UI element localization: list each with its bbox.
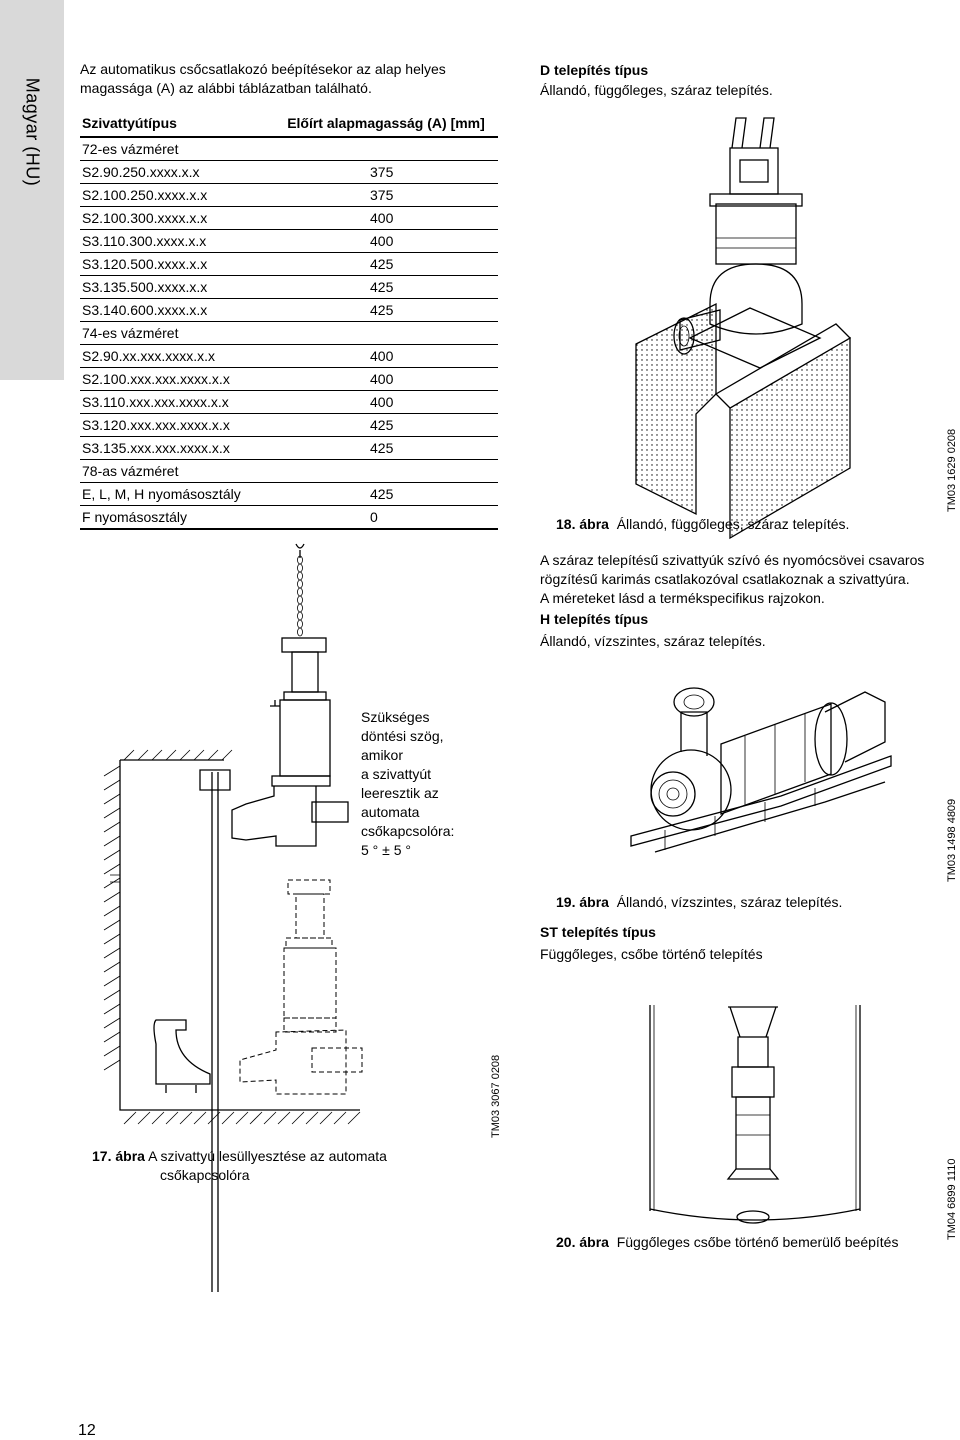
fig17-note-line: automata xyxy=(361,804,420,820)
table-row xyxy=(80,391,498,414)
section-d-title: D telepítés típus xyxy=(540,62,649,78)
fig20-drawing xyxy=(640,995,870,1235)
table-group-label: 78-as vázméret xyxy=(82,463,179,479)
table-cell-height: 425 xyxy=(370,417,394,433)
table-cell-height: 375 xyxy=(370,187,394,203)
fig19-caption xyxy=(556,894,842,910)
base-height-table xyxy=(80,110,498,530)
dry-install-paragraph xyxy=(540,551,950,608)
wall-hatch xyxy=(104,962,120,972)
wall-hatch xyxy=(104,990,120,1000)
wall-hatch xyxy=(104,780,120,790)
chain-link xyxy=(298,628,303,636)
wall-hatch xyxy=(180,750,190,760)
table-cell-type: E, L, M, H nyomásosztály xyxy=(82,486,241,502)
table-cell-height: 375 xyxy=(370,164,394,180)
wall-hatch xyxy=(104,808,120,818)
wall-hatch xyxy=(104,1060,120,1070)
section-st-description: Függőleges, csőbe történő telepítés xyxy=(540,946,763,962)
wall-hatch xyxy=(104,794,120,804)
table-group-label: 72-es vázméret xyxy=(82,141,179,157)
section-d-description: Állandó, függőleges, száraz telepítés. xyxy=(540,82,773,98)
fig17-note-line: a szivattyút xyxy=(361,766,432,782)
table-cell-type: S2.90.250.xxxx.x.x xyxy=(82,164,200,180)
table-cell-height: 425 xyxy=(370,486,394,502)
floor-hatch xyxy=(306,1112,318,1124)
table-row xyxy=(80,437,498,460)
wall-hatch xyxy=(104,850,120,860)
wall-hatch xyxy=(104,934,120,944)
chain-link xyxy=(298,612,303,620)
wall-hatch xyxy=(208,750,218,760)
table-cell-type: S2.100.xxx.xxx.xxxx.x.x xyxy=(82,371,230,387)
floor-hatch xyxy=(320,1112,332,1124)
table-row xyxy=(80,345,498,368)
chain-link xyxy=(298,604,303,612)
fig18-code: TM03 1629 0208 xyxy=(946,428,958,512)
floor-hatch xyxy=(292,1112,304,1124)
table-cell-type: S3.140.600.xxxx.x.x xyxy=(82,302,208,318)
fig17-note-line: 5 ° ± 5 ° xyxy=(361,842,412,858)
table-row xyxy=(80,253,498,276)
table-header-height: Előírt alapmagasság (A) [mm] xyxy=(287,115,485,131)
fig17-note-line: leeresztik az xyxy=(361,785,439,801)
table-group-row xyxy=(80,322,498,345)
section-h-title: H telepítés típus xyxy=(540,611,649,627)
wall-hatch xyxy=(152,750,162,760)
table-cell-height: 425 xyxy=(370,440,394,456)
table-cell-height: 425 xyxy=(370,302,394,318)
fig17-note-line: döntési szög, xyxy=(361,728,444,744)
table-group-row xyxy=(80,137,498,161)
table-cell-type: S3.120.500.xxxx.x.x xyxy=(82,256,208,272)
table-cell-height: 400 xyxy=(370,210,394,226)
wall-hatch xyxy=(104,864,120,874)
wall-hatch xyxy=(104,878,120,888)
wall-hatch xyxy=(104,1046,120,1056)
fig17-note-line: amikor xyxy=(361,747,404,763)
intro-paragraph: Az automatikus csőcsatlakozó beépítésekor az alap helyes magassága (A) az alábbi táblázatban található. xyxy=(80,61,446,96)
chain-link xyxy=(298,596,303,604)
fig19-code: TM03 1498 4809 xyxy=(946,798,958,882)
wall-hatch xyxy=(124,750,134,760)
table-cell-type: S2.90.xx.xxx.xxxx.x.x xyxy=(82,348,216,364)
fig19-caption-number: 19. ábra xyxy=(556,894,609,910)
fig17-note-line: Szükséges xyxy=(361,709,430,725)
fig20-caption-text: Függőleges csőbe történő bemerülő beépítés xyxy=(616,1234,899,1250)
floor-hatch xyxy=(250,1112,262,1124)
floor-hatch xyxy=(222,1112,234,1124)
chain-link xyxy=(298,580,303,588)
chain-link xyxy=(298,620,303,628)
floor-hatch xyxy=(152,1112,164,1124)
table-group-label: 74-es vázméret xyxy=(82,325,179,341)
floor-hatch xyxy=(264,1112,276,1124)
table-cell-height: 425 xyxy=(370,279,394,295)
table-header-row xyxy=(80,110,498,137)
fig17-caption xyxy=(92,1147,472,1185)
floor-hatch xyxy=(138,1112,150,1124)
table-cell-height: 0 xyxy=(370,509,378,525)
table-cell-height: 400 xyxy=(370,348,394,364)
wall-hatch xyxy=(166,750,176,760)
language-tab-label: Magyar (HU) xyxy=(22,77,43,187)
floor-hatch xyxy=(236,1112,248,1124)
fig18-caption-number: 18. ábra xyxy=(556,516,609,532)
table-row xyxy=(80,184,498,207)
wall-hatch xyxy=(104,948,120,958)
table-header-type: Szivattyútípus xyxy=(82,115,177,131)
fig17-caption-text-2: csőkapcsolóra xyxy=(160,1167,250,1183)
table-cell-height: 400 xyxy=(370,394,394,410)
table-cell-height: 425 xyxy=(370,256,394,272)
chain-link xyxy=(298,588,303,596)
page-number: 12 xyxy=(78,1422,96,1439)
table-cell-type: F nyomásosztály xyxy=(82,509,188,525)
fig17-note xyxy=(361,708,481,860)
wall-hatch xyxy=(104,892,120,902)
table-row xyxy=(80,207,498,230)
floor-hatch xyxy=(348,1112,360,1124)
floor-hatch xyxy=(278,1112,290,1124)
table-row xyxy=(80,368,498,391)
table-cell-type: S3.120.xxx.xxx.xxxx.x.x xyxy=(82,417,230,433)
wall-hatch xyxy=(104,822,120,832)
table-row xyxy=(80,299,498,322)
fig20-caption-number: 20. ábra xyxy=(556,1234,609,1250)
table-group-row xyxy=(80,460,498,483)
wall-hatch xyxy=(104,920,120,930)
table-row xyxy=(80,483,498,506)
section-h-description: Állandó, vízszintes, száraz telepítés. xyxy=(540,633,766,649)
table-row xyxy=(80,506,498,530)
table-cell-type: S3.110.300.xxxx.x.x xyxy=(82,233,207,249)
wall-hatch xyxy=(138,750,148,760)
floor-hatch xyxy=(124,1112,136,1124)
wall-hatch xyxy=(104,1018,120,1028)
floor-hatch xyxy=(194,1112,206,1124)
table-cell-height: 400 xyxy=(370,371,394,387)
dry-paragraph-line: A száraz telepítésű szivattyúk szívó és nyomócsövei csavaros xyxy=(540,552,925,568)
section-st-title: ST telepítés típus xyxy=(540,924,656,940)
table-cell-type: S3.135.xxx.xxx.xxxx.x.x xyxy=(82,440,230,456)
wall-hatch xyxy=(104,766,120,776)
table-cell-type: S3.135.500.xxxx.x.x xyxy=(82,279,208,295)
fig17-caption-number: 17. ábra xyxy=(92,1148,145,1164)
wall-hatch xyxy=(104,906,120,916)
floor-hatch xyxy=(334,1112,346,1124)
table-cell-height: 400 xyxy=(370,233,394,249)
table-cell-type: S3.110.xxx.xxx.xxxx.x.x xyxy=(82,394,229,410)
language-side-tab xyxy=(0,0,64,380)
fig18-caption xyxy=(556,516,849,532)
wall-hatch xyxy=(104,1004,120,1014)
chain-link xyxy=(298,564,303,572)
floor-hatch xyxy=(166,1112,178,1124)
fig20-caption xyxy=(556,1234,898,1250)
fig17-caption-text: A szivattyú lesüllyesztése az automata xyxy=(148,1148,387,1164)
table-cell-type: S2.100.250.xxxx.x.x xyxy=(82,187,208,203)
table-row xyxy=(80,414,498,437)
fig19-drawing xyxy=(625,672,905,862)
fig17-code: TM03 3067 0208 xyxy=(490,1054,502,1138)
wall-hatch xyxy=(104,976,120,986)
fig18-caption-text: Állandó, függőleges, száraz telepítés. xyxy=(616,516,850,532)
fig18-drawing xyxy=(630,108,890,518)
dry-paragraph-line: rögzítésű karimás csatlakozóval csatlakoznak a szivattyúra. xyxy=(540,571,910,587)
table-row xyxy=(80,161,498,184)
dry-paragraph-line: A méreteket lásd a termékspecifikus rajzokon. xyxy=(540,590,825,606)
chain-link xyxy=(298,572,303,580)
table-row xyxy=(80,276,498,299)
wall-hatch xyxy=(194,750,204,760)
fig19-caption-text: Állandó, vízszintes, száraz telepítés. xyxy=(616,894,843,910)
wall-hatch xyxy=(104,1032,120,1042)
table-row xyxy=(80,230,498,253)
wall-hatch xyxy=(104,836,120,846)
fig17-note-line: csőkapcsolóra: xyxy=(361,823,455,839)
wall-hatch xyxy=(222,750,232,760)
fig20-code: TM04 6899 1110 xyxy=(946,1158,958,1240)
floor-hatch xyxy=(180,1112,192,1124)
table-cell-type: S2.100.300.xxxx.x.x xyxy=(82,210,208,226)
